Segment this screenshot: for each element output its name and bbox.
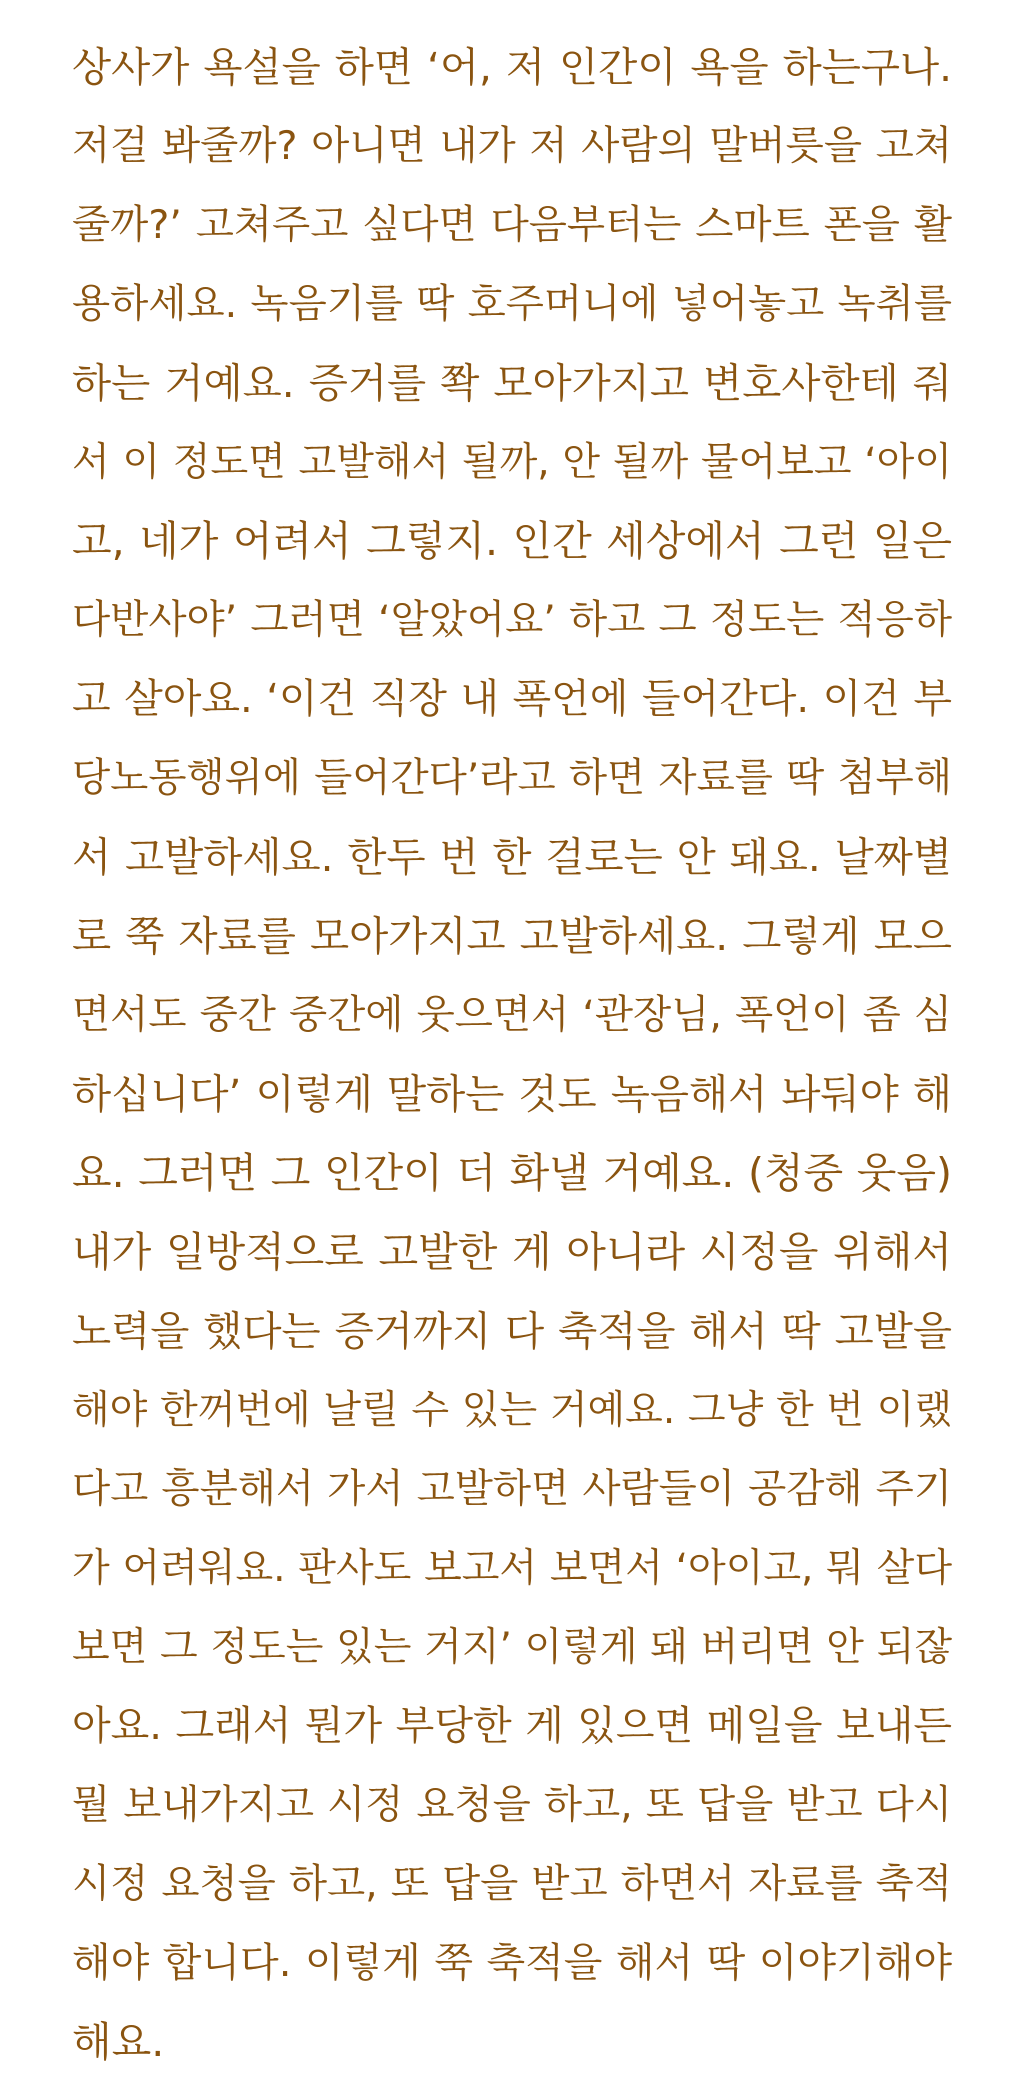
text-line: 하는 거예요. 증거를 쫙 모아가지고 변호사한테 줘 [72,359,952,407]
text-line: 시정 요청을 하고, 또 답을 받고 하면서 자료를 축적 [72,1861,952,1907]
text-line: 해요. [72,2018,165,2066]
text-line: 다반사야’ 그러면 ‘알았어요’ 하고 그 정도는 적응하 [72,597,952,643]
text-line: 해야 합니다. 이렇게 쭉 축적을 해서 딱 이야기해야 [72,1940,952,1986]
text-line: 보면 그 정도는 있는 거지’ 이렇게 돼 버리면 안 되잖 [72,1625,952,1670]
text-line: 요. 그러면 그 인간이 더 화낼 거예요. (청중 웃음) [72,1149,952,1197]
text-line: 로 쭉 자료를 모아가지고 고발하세요. 그렇게 모으 [72,912,952,960]
text-line: 뭘 보내가지고 시정 요청을 하고, 또 답을 받고 다시 [72,1782,952,1828]
article-text [72,28,952,2082]
text-line: 아요. 그래서 뭔가 부당한 게 있으면 메일을 보내든 [72,1703,952,1749]
text-line: 가 어려워요. 판사도 보고서 보면서 ‘아이고, 뭐 살다 [72,1546,952,1591]
text-line: 고, 네가 어려서 그렇지. 인간 세상에서 그런 일은 [72,517,952,565]
text-line: 줄까?’ 고쳐주고 싶다면 다음부터는 스마트 폰을 활 [72,202,952,248]
text-line: 서 고발하세요. 한두 번 한 걸로는 안 돼요. 날짜별 [72,833,952,881]
text-line: 상사가 욕설을 하면 ‘어, 저 인간이 욕을 하는구나. [72,43,952,91]
text-line: 다고 흥분해서 가서 고발하면 사람들이 공감해 주기 [72,1466,952,1512]
text-line: 내가 일방적으로 고발한 게 아니라 시정을 위해서 [72,1228,952,1276]
text-line: 당노동행위에 들어간다’라고 하면 자료를 딱 첨부해 [72,755,952,801]
text-line: 서 이 정도면 고발해서 될까, 안 될까 물어보고 ‘아이 [72,440,952,485]
text-line: 용하세요. 녹음기를 딱 호주머니에 넣어놓고 녹취를 [72,281,952,327]
text-line: 해야 한꺼번에 날릴 수 있는 거예요. 그냥 한 번 이랬 [72,1388,952,1433]
text-line: 하십니다’ 이렇게 말하는 것도 녹음해서 놔둬야 해 [72,1070,952,1118]
text-line: 노력을 했다는 증거까지 다 축적을 해서 딱 고발을 [72,1307,952,1355]
text-line: 면서도 중간 중간에 웃으면서 ‘관장님, 폭언이 좀 심 [72,992,952,1038]
text-line: 고 살아요. ‘이건 직장 내 폭언에 들어간다. 이건 부 [72,676,952,722]
text-line: 저걸 봐줄까? 아니면 내가 저 사람의 말버릇을 고쳐 [72,123,952,169]
